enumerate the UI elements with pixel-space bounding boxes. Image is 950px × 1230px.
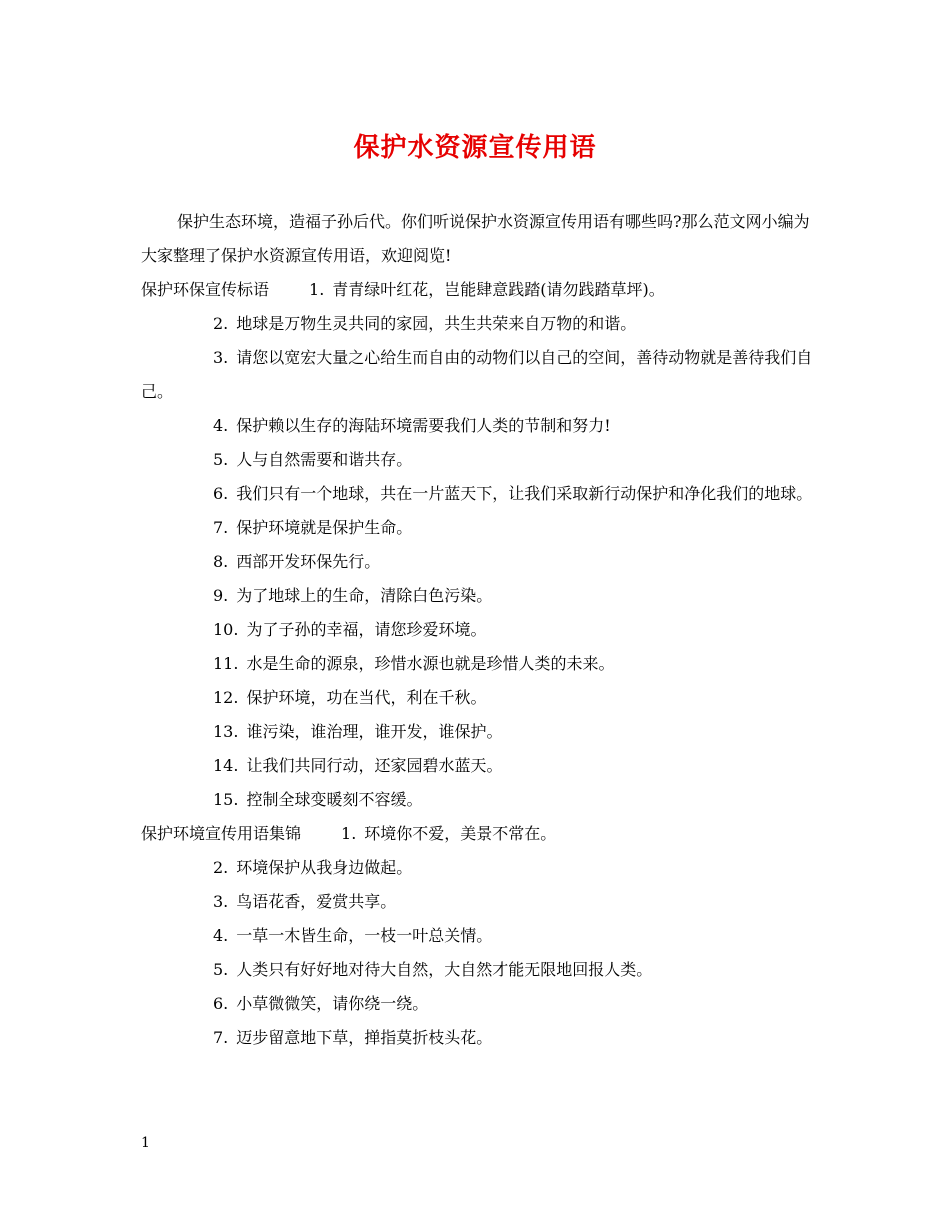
item-number: 4. — [213, 416, 229, 435]
document-body — [141, 205, 813, 1055]
item-number: 5. — [213, 450, 229, 469]
intro-paragraph: 保护生态环境，造福子孙后代。你们听说保护水资源宣传用语有哪些吗?那么范文网小编为大家整理了保护水资源宣传用语，欢迎阅览! — [141, 212, 810, 265]
page-number: 1 — [141, 1135, 150, 1151]
section2-heading: 保护环境宣传用语集锦 — [141, 824, 302, 843]
item-number: 15. — [213, 790, 239, 809]
item-text: 西部开发环保先行。 — [236, 552, 381, 571]
item-text: 地球是万物生灵共同的家园，共生共荣来自万物的和谐。 — [236, 314, 637, 333]
section1-heading-line — [141, 273, 813, 307]
item-number: 3. — [213, 348, 229, 367]
item-number: 14. — [213, 756, 239, 775]
item-text: 鸟语花香，爱赏共享。 — [236, 892, 397, 911]
item-number: 9. — [213, 586, 229, 605]
list-item — [141, 987, 813, 1021]
document-title: 保护水资源宣传用语 — [353, 133, 597, 163]
item-text: 让我们共同行动，还家园碧水蓝天。 — [246, 756, 503, 775]
list-item — [141, 851, 813, 885]
list-item — [141, 715, 813, 749]
list-item — [141, 307, 813, 341]
list-item — [141, 681, 813, 715]
item-text: 环境你不爱，美景不常在。 — [364, 824, 557, 843]
list-item — [141, 579, 813, 613]
heading-gap — [269, 273, 309, 307]
list-item — [141, 647, 813, 681]
item-text: 环境保护从我身边做起。 — [236, 858, 413, 877]
item-number: 7. — [213, 1028, 229, 1047]
item-text: 人与自然需要和谐共存。 — [236, 450, 413, 469]
item-number: 6. — [213, 994, 229, 1013]
section1-heading: 保护环保宣传标语 — [141, 280, 270, 299]
item-number: 6. — [213, 484, 229, 503]
item-number: 1. — [309, 280, 325, 299]
item-number: 11. — [213, 654, 239, 673]
item-text: 一草一木皆生命，一枝一叶总关情。 — [236, 926, 493, 945]
item-text: 迈步留意地下草，掸指莫折枝头花。 — [236, 1028, 493, 1047]
section2-heading-line — [141, 817, 813, 851]
list-item — [141, 783, 813, 817]
heading-gap — [301, 817, 341, 851]
item-number: 8. — [213, 552, 229, 571]
item-number: 7. — [213, 518, 229, 537]
item-text: 我们只有一个地球，共在一片蓝天下，让我们采取新行动保护和净化我们的地球。 — [236, 484, 813, 503]
section1-first-item — [309, 273, 665, 307]
item-number: 13. — [213, 722, 239, 741]
list-item — [141, 477, 813, 511]
item-number: 1. — [341, 824, 357, 843]
item-text: 为了地球上的生命，清除白色污染。 — [236, 586, 493, 605]
item-text: 谁污染，谁治理，谁开发，谁保护。 — [246, 722, 503, 741]
item-text: 水是生命的源泉，珍惜水源也就是珍惜人类的未来。 — [246, 654, 615, 673]
list-item — [141, 953, 813, 987]
item-number: 4. — [213, 926, 229, 945]
item-number: 3. — [213, 892, 229, 911]
section2-first-item — [341, 817, 556, 851]
item-number: 12. — [213, 688, 239, 707]
item-text: 人类只有好好地对待大自然，大自然才能无限地回报人类。 — [236, 960, 653, 979]
item-text: 请您以宽宏大量之心给生而自由的动物们以自己的空间，善待动物就是善待我们自己。 — [141, 348, 813, 401]
item-text: 青青绿叶红花，岂能肆意践踏(请勿践踏草坪)。 — [332, 280, 665, 299]
item-text: 保护环境，功在当代，利在千秋。 — [246, 688, 487, 707]
item-text: 保护赖以生存的海陆环境需要我们人类的节制和努力! — [236, 416, 611, 435]
item-text: 控制全球变暖刻不容缓。 — [246, 790, 423, 809]
item-text: 小草微微笑，请你绕一绕。 — [236, 994, 429, 1013]
list-item — [141, 749, 813, 783]
item-text: 保护环境就是保护生命。 — [236, 518, 413, 537]
list-item — [141, 409, 813, 443]
item-number: 2. — [213, 858, 229, 877]
list-item — [141, 885, 813, 919]
list-item — [141, 1021, 813, 1055]
item-text: 为了子孙的幸福，请您珍爱环境。 — [246, 620, 487, 639]
list-item — [141, 341, 813, 409]
list-item — [141, 443, 813, 477]
item-number: 2. — [213, 314, 229, 333]
list-item — [141, 919, 813, 953]
list-item — [141, 511, 813, 545]
item-number: 5. — [213, 960, 229, 979]
item-number: 10. — [213, 620, 239, 639]
list-item — [141, 613, 813, 647]
list-item — [141, 545, 813, 579]
